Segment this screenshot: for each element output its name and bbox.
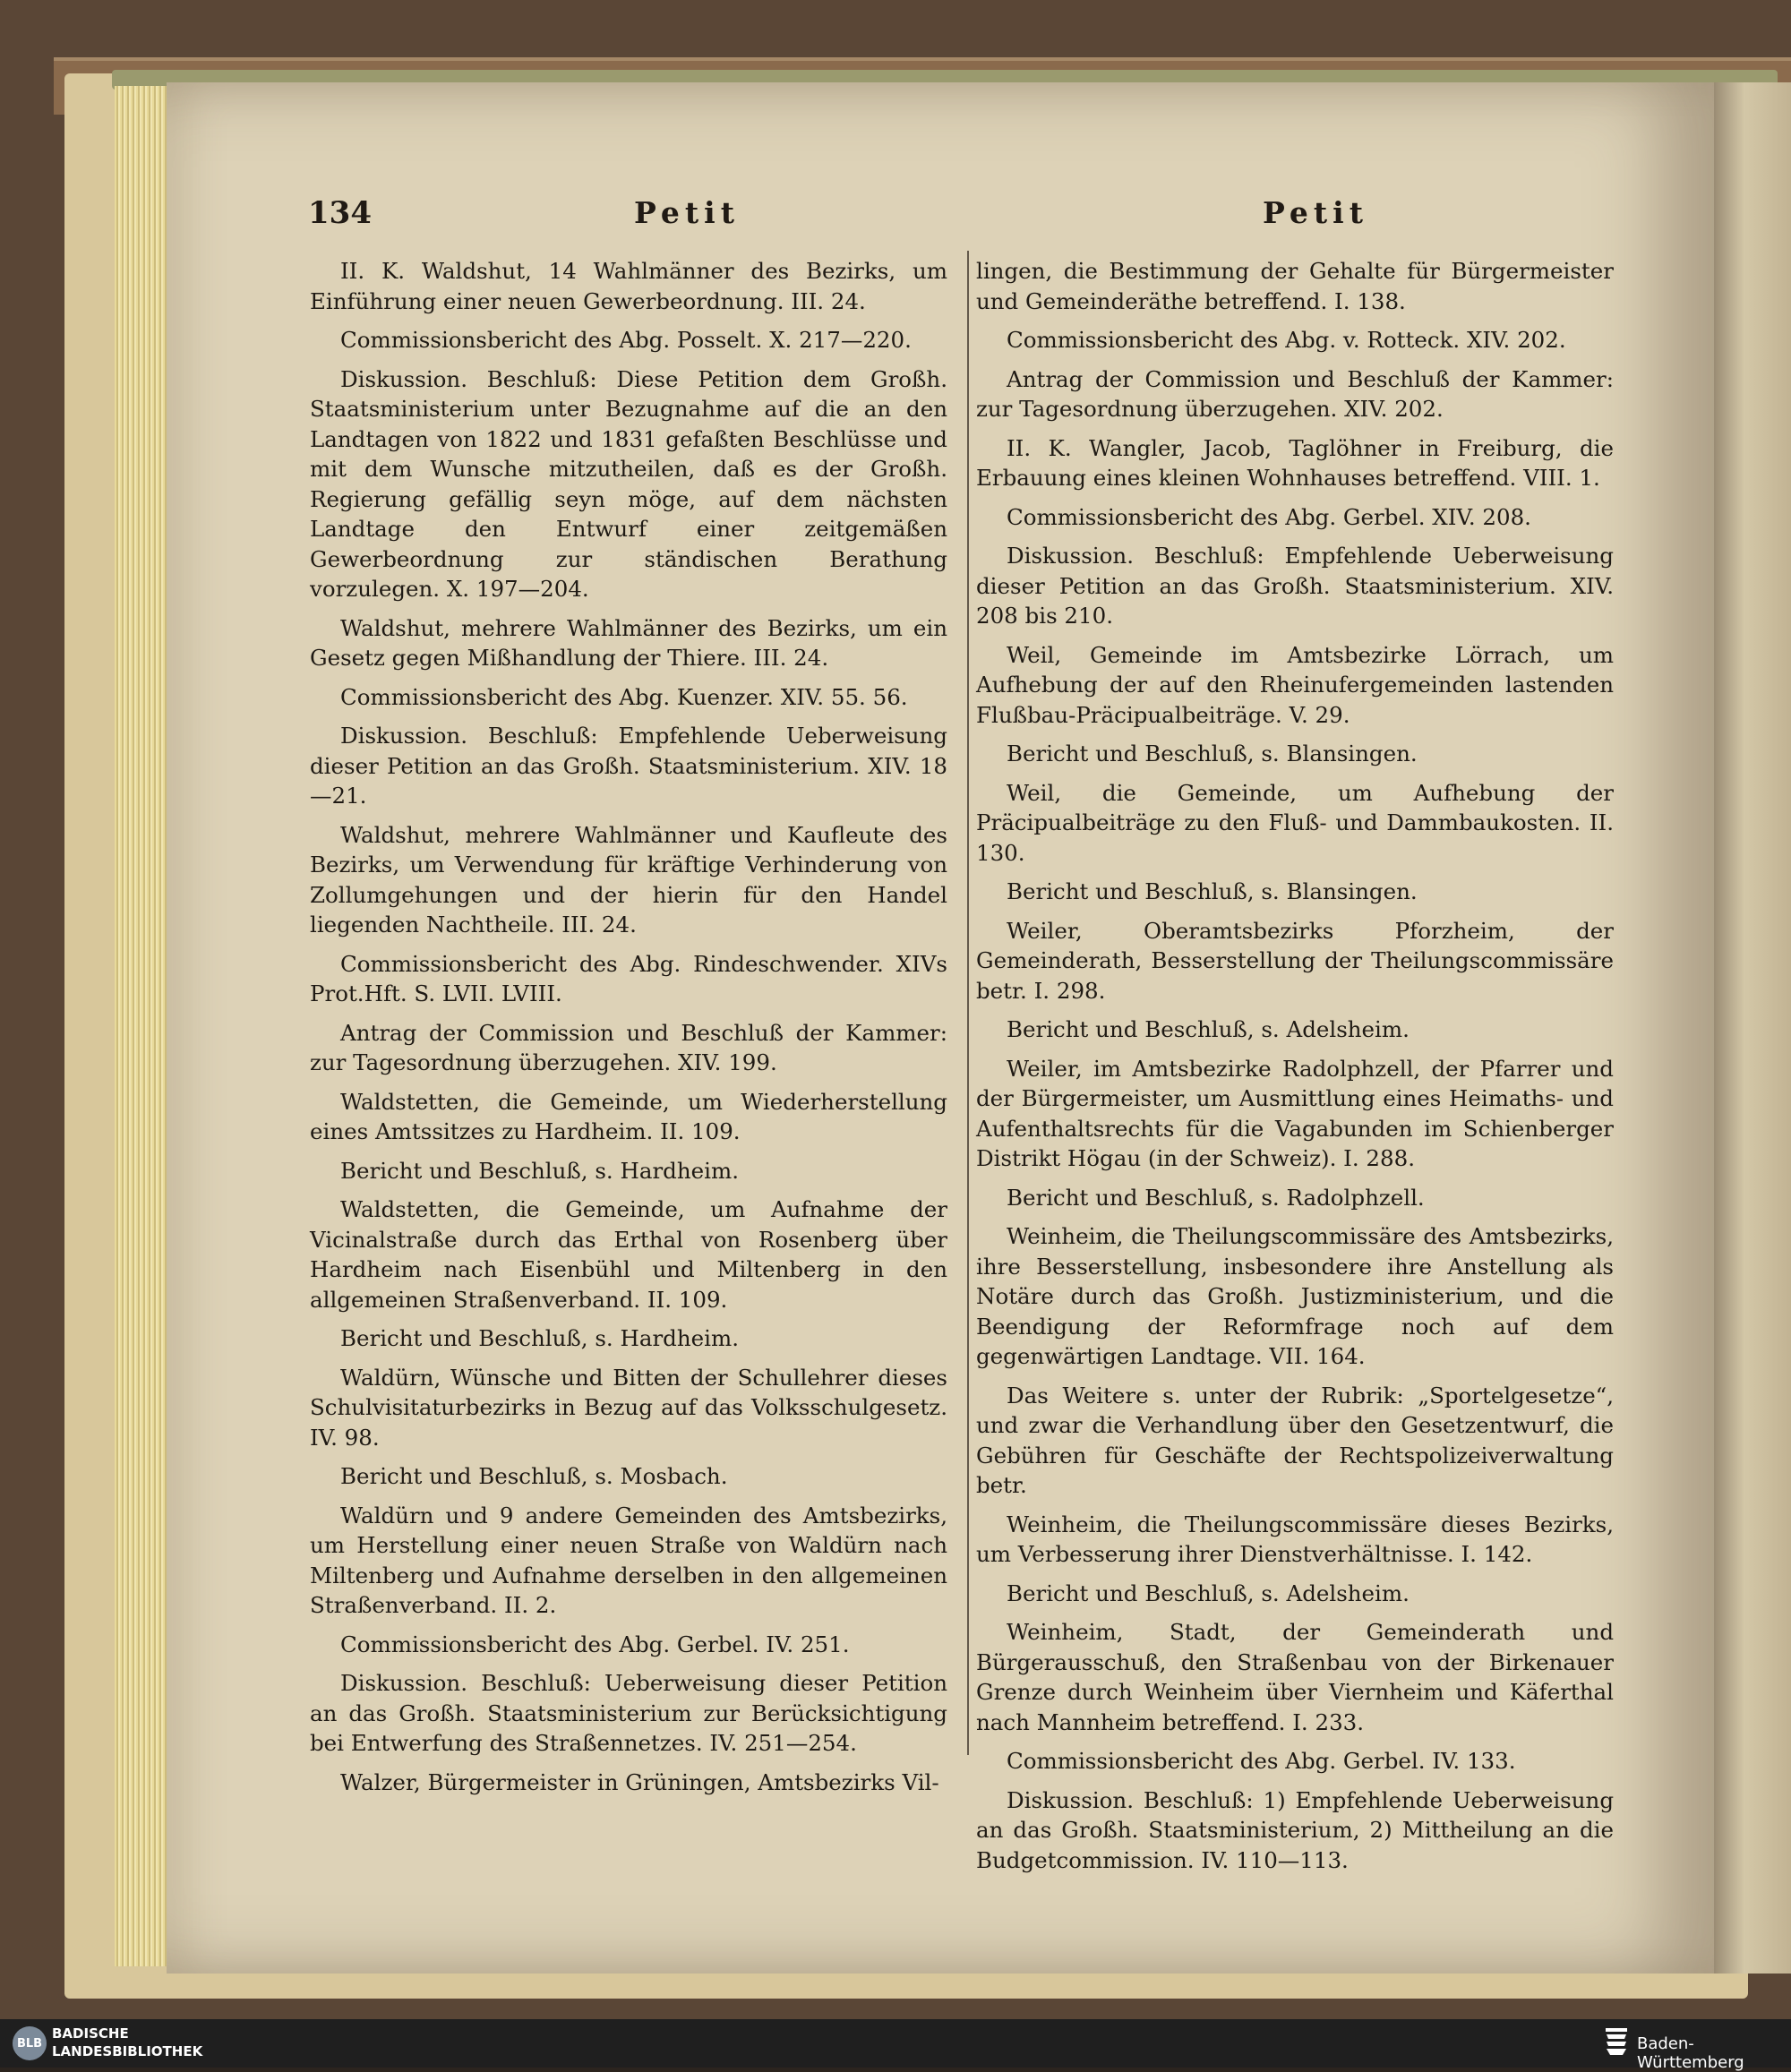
entry-text: Weinheim, Stadt, der Gemeinderath und Bürgerausschuß, den Straßenbau von der Birkenauer Grenze durch Weinheim über Viernheim und Käferthal nach Mannheim betreffend. I. 233.: [976, 1619, 1614, 1735]
library-name[interactable]: [52, 2025, 202, 2060]
entry-text: Bericht und Beschluß, s. Mosbach.: [340, 1463, 728, 1489]
index-entry: [310, 1194, 947, 1314]
entry-text: Commissionsbericht des Abg. Gerbel. IV. 133.: [1007, 1748, 1516, 1774]
entry-text: Weinheim, die Theilungscommissäre dieses Bezirks, um Verbesserung ihrer Dienstverhältnisse. I. 142.: [976, 1511, 1614, 1567]
blb-logo[interactable]: BLB: [13, 2026, 47, 2060]
entry-text: Waldshut, mehrere Wahlmänner und Kaufleute des Bezirks, um Verwendung für kräftige Verhinderung von Zollumgehungen und der hierin für den Handel liegenden Nachtheile. III. 24.: [310, 821, 947, 938]
index-entry: [976, 916, 1614, 1006]
entry-text: Commissionsbericht des Abg. Kuenzer. XIV. 55. 56.: [340, 683, 908, 710]
coat-of-arms-icon: [1603, 2026, 1630, 2059]
entry-text: Waldstetten, die Gemeinde, um Aufnahme der Vicinalstraße durch das Erthal von Rosenberg über Hardheim nach Eisenbühl und Miltenberg in den allgemeinen Straßenverband. II. 109.: [310, 1196, 947, 1313]
index-entry: [310, 1087, 947, 1147]
index-entry: [310, 820, 947, 940]
index-entry: [976, 1183, 1614, 1213]
index-entry: [976, 1221, 1614, 1372]
index-entry: [310, 256, 947, 316]
entry-text: Bericht und Beschluß, s. Hardheim.: [340, 1325, 739, 1351]
index-entry: [976, 1617, 1614, 1737]
index-entry: [310, 325, 947, 355]
index-entry: [310, 1323, 947, 1354]
index-entry: [976, 364, 1614, 424]
index-entry: [976, 1785, 1614, 1876]
entry-text: Weiler, Oberamtsbezirks Pforzheim, der Gemeinderath, Besserstellung der Theilungscommissäre betr. I. 298.: [976, 917, 1614, 1004]
entry-text: Waldstetten, die Gemeinde, um Wiederherstellung eines Amtssitzes zu Hardheim. II. 109.: [310, 1088, 947, 1144]
index-entry: [310, 1156, 947, 1186]
entry-text: Bericht und Beschluß, s. Blansingen.: [1007, 878, 1418, 904]
entry-text: Bericht und Beschluß, s. Radolphzell.: [1007, 1184, 1425, 1211]
entry-text: Commissionsbericht des Abg. Gerbel. IV. 251.: [340, 1631, 850, 1657]
entry-text: Antrag der Commission und Beschluß der Kammer: zur Tagesordnung überzugehen. XIV. 202.: [976, 365, 1614, 422]
index-entry: [310, 364, 947, 604]
index-entry: [976, 877, 1614, 907]
index-entry: [310, 1630, 947, 1660]
entry-text: Diskussion. Beschluß: Diese Petition dem Großh. Staatsministerium unter Bezugnahme auf die an den Landtagen von 1822 und 1831 gefaßten Beschlüsse und mit dem Wunsche mitzutheilen, daß es der Großh. Regierung gefällig seyn möge, auf dem nächsten Landtage den Entwurf einer zeitgemäßen Gewerbeordnung zur ständischen Berathung vorzulegen. X. 197—204.: [310, 365, 947, 602]
right-page-gutter: [1714, 82, 1791, 1974]
index-entry: [976, 778, 1614, 869]
index-entry: [310, 682, 947, 713]
entry-text: Commissionsbericht des Abg. Posselt. X. 217—220.: [340, 327, 912, 353]
entry-text: Bericht und Beschluß, s. Adelsheim.: [1007, 1580, 1410, 1606]
state-label[interactable]: Baden-Württemberg: [1637, 2034, 1744, 2072]
index-entry: [310, 1461, 947, 1492]
viewer-footer-bar: [0, 2019, 1791, 2068]
entry-text: Commissionsbericht des Abg. Gerbel. XIV. 208.: [1007, 503, 1531, 530]
index-entry: [310, 721, 947, 811]
index-entry: [976, 502, 1614, 533]
library-name-line2: LANDESBIBLIOTHEK: [52, 2043, 203, 2059]
page-stack-edges: [115, 86, 167, 1966]
page-number: 134: [308, 195, 372, 231]
library-name-line1: BADISCHE: [52, 2025, 129, 2042]
entry-text: II. K. Wangler, Jacob, Taglöhner in Freiburg, die Erbauung eines kleinen Wohnhauses betreffend. VIII. 1.: [976, 434, 1614, 491]
entry-text: lingen, die Bestimmung der Gehalte für Bürgermeister und Gemeinderäthe betreffend. I. 138.: [976, 258, 1614, 314]
index-entry: [976, 1015, 1614, 1045]
entry-text: Weil, die Gemeinde, um Aufhebung der Präcipualbeiträge zu den Fluß- und Dammbaukosten. II. 130.: [976, 779, 1614, 866]
entry-text: Waldürn, Wünsche und Bitten der Schullehrer dieses Schulvisitaturbezirks in Bezug auf das Volksschulgesetz. IV. 98.: [310, 1364, 947, 1451]
entry-text: Weinheim, die Theilungscommissäre des Amtsbezirks, ihre Besserstellung, insbesondere ihre Anstellung als Notäre durch das Großh. Justizministerium, und die Beendigung der Reformfrage noch auf dem gegenwärtigen Landtage. VII. 164.: [976, 1223, 1614, 1369]
entry-text: Bericht und Beschluß, s. Hardheim.: [340, 1157, 739, 1184]
index-entry: [976, 1054, 1614, 1174]
entry-text: Commissionsbericht des Abg. Rindeschwender. XIVs Prot.Hft. S. LVII. LVIII.: [310, 950, 947, 1006]
left-column: [310, 256, 947, 1806]
running-head-left: Petit: [634, 195, 740, 230]
entry-text: Antrag der Commission und Beschluß der Kammer: zur Tagesordnung überzugehen. XIV. 199.: [310, 1019, 947, 1075]
index-entry: [976, 1579, 1614, 1609]
entry-text: Commissionsbericht des Abg. v. Rotteck. XIV. 202.: [1007, 327, 1566, 353]
index-entry: [310, 1018, 947, 1078]
right-column: [976, 256, 1614, 1884]
index-entry: [976, 1746, 1614, 1777]
entry-text: Diskussion. Beschluß: 1) Empfehlende Ueberweisung an das Großh. Staatsministerium, 2) Mittheilung an die Budgetcommission. IV. 110—113.: [976, 1786, 1614, 1873]
index-entry: [310, 1363, 947, 1453]
entry-text: Weiler, im Amtsbezirke Radolphzell, der Pfarrer und der Bürgermeister, um Ausmittlung eines Heimaths- und Aufenthaltsrechts für die Vagabunden im Schienberger Distrikt Högau (in der Schweiz). I. 288.: [976, 1055, 1614, 1171]
entry-text: II. K. Waldshut, 14 Wahlmänner des Bezirks, um Einführung einer neuen Gewerbeordnung. III. 24.: [310, 258, 947, 314]
index-entry: [310, 1501, 947, 1621]
entry-text: Das Weitere s. unter der Rubrik: „Sportelgesetze“, und zwar die Verhandlung über den Gesetzentwurf, die Gebühren für Geschäfte der Rechtspolizeiverwaltung betr.: [976, 1382, 1614, 1498]
index-entry: [976, 256, 1614, 316]
index-entry: [976, 1381, 1614, 1501]
index-entry: [310, 1768, 947, 1798]
column-divider: [967, 251, 969, 1755]
entry-text: Waldürn und 9 andere Gemeinden des Amtsbezirks, um Herstellung einer neuen Straße von Waldürn nach Miltenberg und Aufnahme derselben in den allgemeinen Straßenverband. II. 2.: [310, 1502, 947, 1618]
entry-text: Diskussion. Beschluß: Empfehlende Ueberweisung dieser Petition an das Großh. Staatsministerium. XIV. 18—21.: [310, 723, 947, 809]
index-entry: [976, 1510, 1614, 1570]
index-entry: [976, 433, 1614, 493]
entry-text: Bericht und Beschluß, s. Blansingen.: [1007, 741, 1418, 766]
index-entry: [310, 949, 947, 1009]
entry-text: Waldshut, mehrere Wahlmänner des Bezirks, um ein Gesetz gegen Mißhandlung der Thiere. III. 24.: [310, 614, 947, 671]
entry-text: Diskussion. Beschluß: Ueberweisung dieser Petition an das Großh. Staatsministerium zur Berücksichtigung bei Entwerfung des Straßennetzes. IV. 251—254.: [310, 1670, 947, 1756]
index-entry: [976, 541, 1614, 631]
entry-text: Weil, Gemeinde im Amtsbezirke Lörrach, um Aufhebung der auf den Rheinufergemeinden lastenden Flußbau-Präcipualbeiträge. V. 29.: [976, 641, 1614, 728]
index-entry: [976, 640, 1614, 731]
entry-text: Diskussion. Beschluß: Empfehlende Ueberweisung dieser Petition an das Großh. Staatsministerium. XIV. 208 bis 210.: [976, 543, 1614, 629]
entry-text: Walzer, Bürgermeister in Grüningen, Amtsbezirks Vil-: [340, 1768, 939, 1795]
running-head-right: Petit: [1263, 195, 1368, 230]
index-entry: [310, 1668, 947, 1759]
index-entry: [976, 739, 1614, 769]
index-entry: [976, 325, 1614, 355]
entry-text: Bericht und Beschluß, s. Adelsheim.: [1007, 1016, 1410, 1042]
index-entry: [310, 613, 947, 673]
